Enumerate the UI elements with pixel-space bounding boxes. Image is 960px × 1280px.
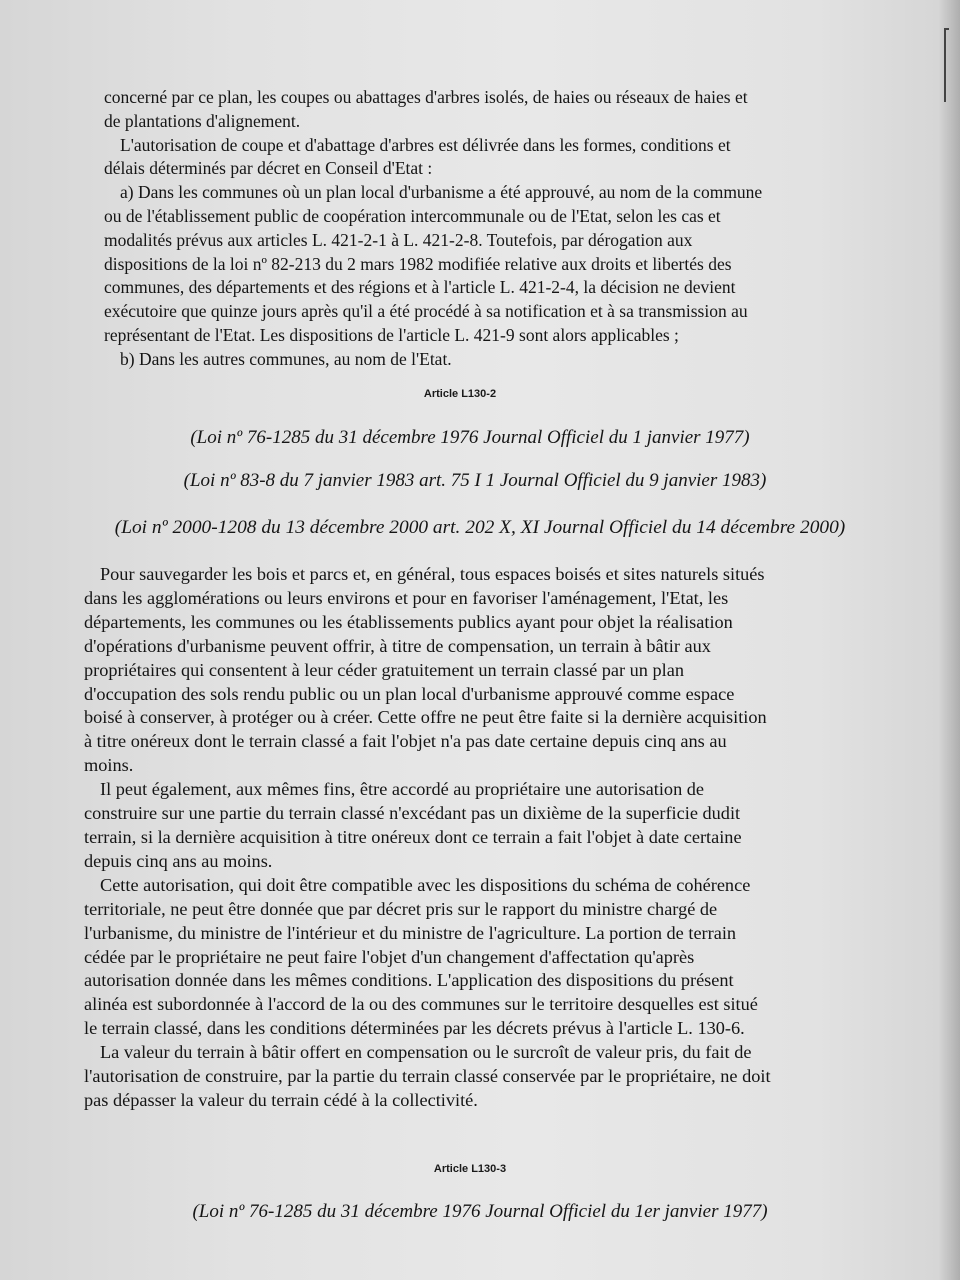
text-line: représentant de l'Etat. Les dispositions de l'article L. 421-9 sont alors applicables ; bbox=[104, 324, 679, 345]
page-edge-shadow bbox=[938, 0, 960, 1280]
text-line: modalités prévus aux articles L. 421-2-1 à L. 421-2-8. Toutefois, par dérogation aux bbox=[104, 229, 693, 250]
text-line: exécutoire que quinze jours après qu'il a été procédé à sa notification et à sa transmission au bbox=[104, 301, 748, 322]
text-line: l'urbanisme, du ministre de l'intérieur et du ministre de l'agriculture. La portion de terrain bbox=[84, 922, 737, 943]
law-reference: (Loi nº 76-1285 du 31 décembre 1976 Journal Officiel du 1er janvier 1977) bbox=[192, 1201, 768, 1222]
text-line: cédée par le propriétaire ne peut faire l'objet d'un changement d'affectation qu'après bbox=[84, 946, 695, 967]
binding-mark bbox=[944, 28, 949, 102]
text-line: propriétaires qui consentent à leur céder gratuitement un terrain classé par un plan bbox=[84, 659, 684, 680]
text-line: communes, des départements et des régions et à l'article L. 421-2-4, la décision ne devient bbox=[104, 277, 736, 298]
text-line: d'occupation des sols rendu public ou un plan local d'urbanisme approuvé comme espace bbox=[84, 683, 735, 704]
text-line: l'autorisation de construire, par la partie du terrain classé conservée par le propriétaire, ne doit bbox=[84, 1066, 771, 1087]
text-line: alinéa est subordonnée à l'accord de la ou des communes sur le territoire desquelles est situé bbox=[84, 994, 758, 1015]
text-line: dans les agglomérations ou leurs environs et pour en favoriser l'aménagement, l'Etat, les bbox=[84, 587, 729, 608]
text-line: ou de l'établissement public de coopération intercommunale ou de l'Etat, selon les cas et bbox=[104, 205, 721, 226]
text-line: construire sur une partie du terrain classé n'excédant pas un dixième de la superficie dudit bbox=[84, 803, 741, 824]
text-line: territoriale, ne peut être donnée que par décret pris sur le rapport du ministre chargé de bbox=[84, 898, 718, 919]
text-line: à titre onéreux dont le terrain classé a fait l'objet n'a pas date certaine depuis cinq ans au bbox=[84, 731, 727, 752]
text-line: L'autorisation de coupe et d'abattage d'arbres est délivrée dans les formes, conditions et bbox=[120, 134, 731, 155]
text-line: pas dépasser la valeur du terrain cédé à la collectivité. bbox=[84, 1089, 478, 1110]
top-paragraphs bbox=[104, 86, 834, 372]
text-line: depuis cinq ans au moins. bbox=[84, 850, 273, 871]
text-line: a) Dans les communes où un plan local d'urbanisme a été approuvé, au nom de la commune bbox=[120, 182, 763, 203]
text-line: moins. bbox=[84, 755, 134, 776]
text-line: La valeur du terrain à bâtir offert en compensation ou le surcroît de valeur pris, du fait de bbox=[100, 1042, 752, 1063]
article-heading-l130-3: Article L130-3 bbox=[433, 1163, 507, 1175]
text-line: le terrain classé, dans les conditions déterminées par les décrets prévus à l'article L. 130-6. bbox=[84, 1018, 745, 1039]
text-line: terrain, si la dernière acquisition à titre onéreux dont ce terrain a fait l'objet à date certaine bbox=[84, 826, 742, 847]
text-line: Cette autorisation, qui doit être compatible avec les dispositions du schéma de cohérence bbox=[100, 874, 751, 895]
law-reference: (Loi nº 76-1285 du 31 décembre 1976 Journal Officiel du 1 janvier 1977) bbox=[190, 427, 750, 448]
text-line: départements, les communes ou les établissements publics ayant pour objet la réalisation bbox=[84, 611, 733, 632]
text-line: autorisation donnée dans les mêmes conditions. L'application des dispositions du présent bbox=[84, 970, 734, 991]
text-line: boisé à conserver, à protéger ou à créer. Cette offre ne peut être faite si la dernière acquisition bbox=[84, 707, 767, 728]
article-heading-l130-2: Article L130-2 bbox=[423, 388, 497, 400]
text-line: délais déterminés par décret en Conseil d'Etat : bbox=[104, 158, 433, 179]
text-line: b) Dans les autres communes, au nom de l'Etat. bbox=[120, 348, 452, 369]
article-l130-2-body bbox=[84, 563, 874, 1113]
text-line: concerné par ce plan, les coupes ou abattages d'arbres isolés, de haies ou réseaux de haies et bbox=[104, 87, 748, 107]
law-reference: (Loi nº 2000-1208 du 13 décembre 2000 art. 202 X, XI Journal Officiel du 14 décembre 2000) bbox=[114, 517, 846, 538]
text-line: Pour sauvegarder les bois et parcs et, en général, tous espaces boisés et sites naturels situés bbox=[100, 564, 765, 584]
law-reference: (Loi nº 83-8 du 7 janvier 1983 art. 75 I 1 Journal Officiel du 9 janvier 1983) bbox=[183, 470, 767, 491]
text-line: de plantations d'alignement. bbox=[104, 110, 301, 131]
text-line: dispositions de la loi nº 82-213 du 2 mars 1982 modifiée relative aux droits et libertés des bbox=[104, 253, 732, 274]
text-line: Il peut également, aux mêmes fins, être accordé au propriétaire une autorisation de bbox=[100, 779, 705, 800]
text-line: d'opérations d'urbanisme peuvent offrir, à titre de compensation, un terrain à bâtir aux bbox=[84, 635, 711, 656]
